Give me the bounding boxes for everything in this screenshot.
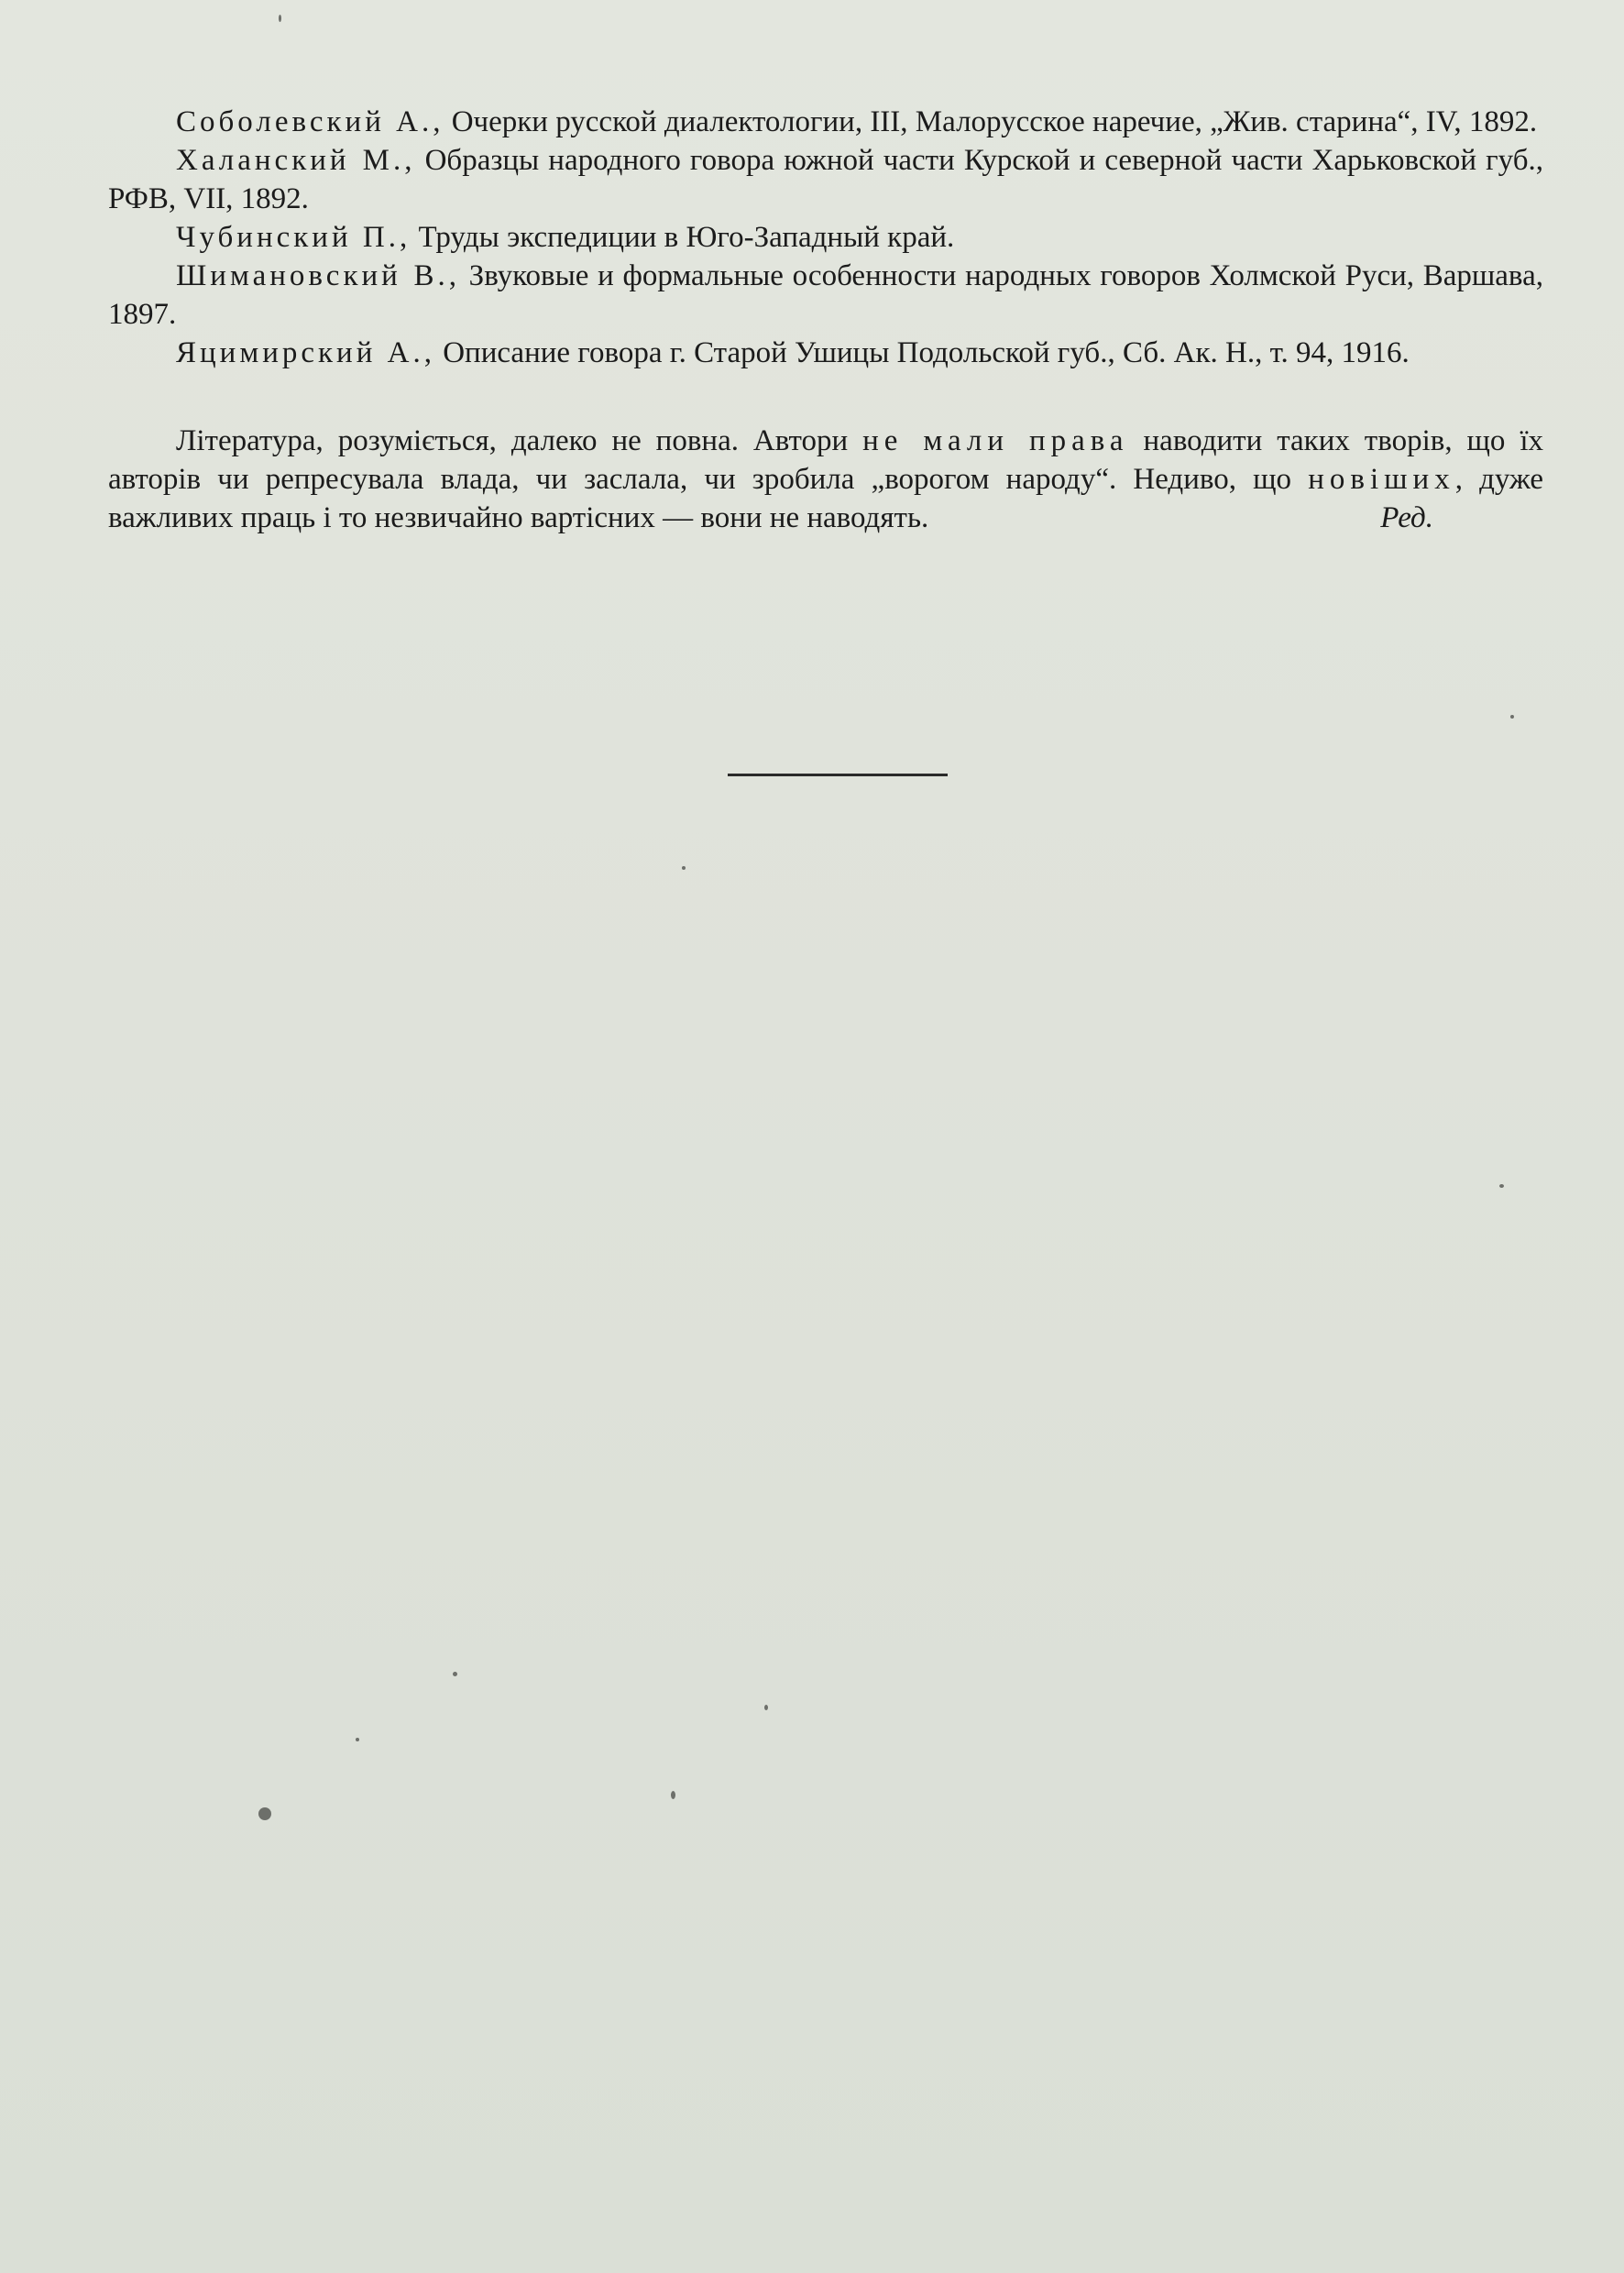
section-divider <box>728 774 948 776</box>
entry-author: Халанский М., <box>176 144 416 177</box>
editor-note <box>108 422 1543 537</box>
entry-author: Соболевский А., <box>176 105 444 138</box>
paper-speck <box>258 1807 271 1820</box>
note-text: наводити таких творів, що їх авторів чи репресувала влада, чи заслала, чи зробила „ворогом народу“. Недиво, що <box>108 424 1544 496</box>
entry-text: Звуковые и формальные особенности народных говоров Холмской Руси, Варшава, 1897. <box>108 259 1543 331</box>
entry-text: Очерки русской диалектологии, III, Малорусское наречие, „Жив. старина“, IV, 1892. <box>444 105 1538 138</box>
note-text: , дуже важливих праць і то незвичайно вартісних — вони не наводять. <box>108 463 1543 534</box>
note-emphasis: не мали права <box>862 424 1129 457</box>
note-emphasis: новіших <box>1308 463 1455 496</box>
entry-text: Образцы народного говора южной части Курской и северной части Харьковской губ., РФВ, VII, 1892. <box>108 144 1543 215</box>
paper-speck <box>682 866 686 870</box>
bibliography-entry <box>108 334 1543 372</box>
paper-speck <box>764 1705 768 1710</box>
editor-signature: Ред. <box>1380 501 1433 534</box>
paper-speck <box>671 1791 675 1799</box>
bibliography-entry <box>108 257 1543 334</box>
bibliography-entry <box>108 218 1543 257</box>
paper-speck <box>1510 715 1514 719</box>
paper-speck <box>1499 1184 1504 1188</box>
entry-author: Шимановский В., <box>176 259 460 292</box>
bibliography-entry <box>108 141 1543 218</box>
note-text: Література, розуміється, далеко не повна. Автори <box>176 424 863 457</box>
entry-author: Чубинский П., <box>176 221 411 254</box>
entry-text: Труды экспедиции в Юго-Западный край. <box>411 221 955 254</box>
paper-speck <box>453 1672 457 1676</box>
entry-text: Описание говора г. Старой Ушицы Подольской губ., Сб. Ак. Н., т. 94, 1916. <box>434 336 1410 369</box>
paper-speck <box>356 1738 359 1741</box>
entry-author: Яцимирский А., <box>176 336 435 369</box>
paper-speck <box>279 15 281 22</box>
bibliography-entry <box>108 103 1543 141</box>
bibliography-block <box>108 103 1543 537</box>
